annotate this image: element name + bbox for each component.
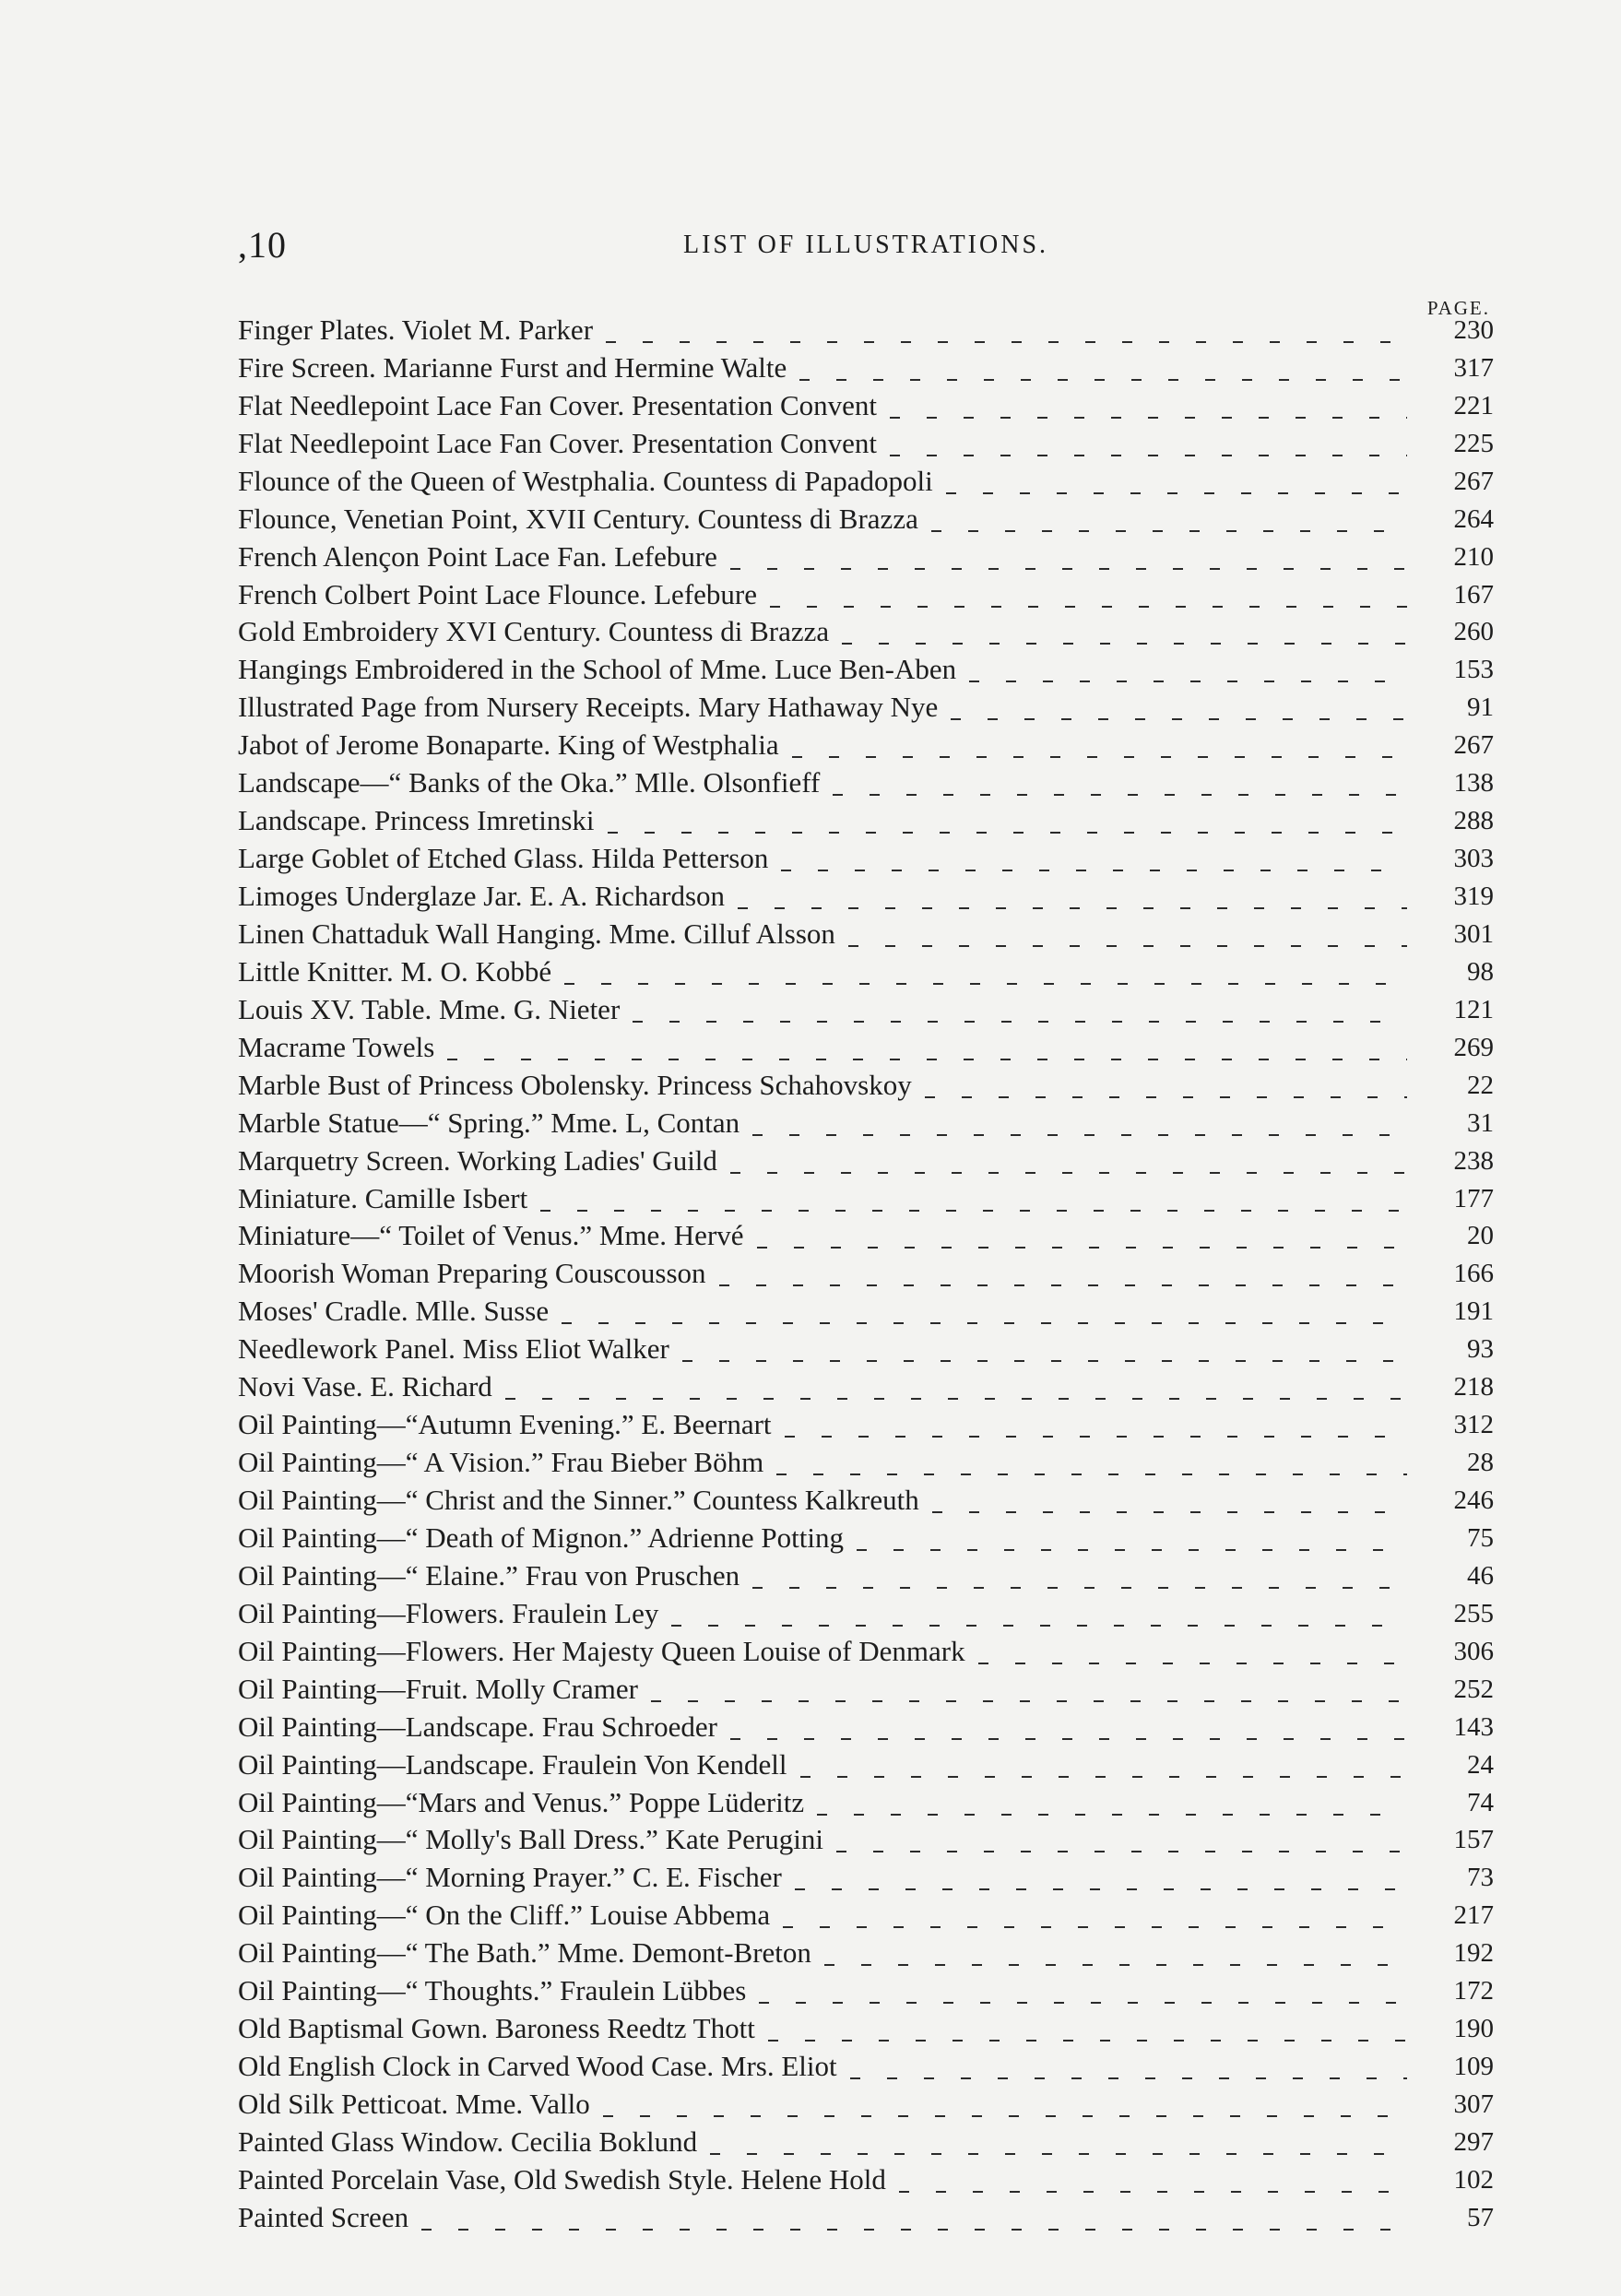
entry-title: Old Silk Petticoat. Mme. Vallo [238, 2088, 590, 2120]
entry-page-number: 246 [1453, 1485, 1494, 1515]
entry-page-number: 166 [1453, 1259, 1494, 1289]
dot-leader [776, 1461, 1407, 1475]
entry-page-number: 98 [1467, 956, 1494, 987]
list-item [238, 915, 1494, 953]
list-item [238, 877, 1494, 915]
dot-leader [651, 1687, 1407, 1702]
dot-leader [540, 1197, 1407, 1212]
dot-leader [730, 1725, 1407, 1740]
entry-page-number: 260 [1453, 617, 1494, 647]
dot-leader [978, 1650, 1407, 1664]
entry-title: Oil Painting—“ The Bath.” Mme. Demont-Breton [238, 1936, 811, 1970]
dot-leader [842, 630, 1407, 645]
entry-page-number: 267 [1453, 730, 1494, 761]
entry-page-number: 317 [1453, 352, 1494, 383]
entry-page-number: 267 [1453, 466, 1494, 496]
entry-page-number: 172 [1453, 1976, 1494, 2006]
dot-leader [757, 1234, 1407, 1249]
entry-page-number: 221 [1453, 390, 1494, 420]
dot-leader [781, 857, 1407, 871]
entry-page-number: 297 [1453, 2126, 1494, 2157]
entry-title: Marble Bust of Princess Obolensky. Princess Schahovskoy [238, 1068, 912, 1101]
list-item [238, 2085, 1494, 2123]
list-item [238, 1292, 1494, 1330]
list-item [238, 1821, 1494, 1859]
list-item [238, 1670, 1494, 1708]
entry-page-number: 143 [1453, 1711, 1494, 1742]
dot-leader [792, 743, 1407, 758]
dot-leader [682, 1347, 1407, 1362]
entry-title: Oil Painting—“Mars and Venus.” Poppe Lüderitz [238, 1785, 805, 1818]
entry-page-number: 306 [1453, 1636, 1494, 1666]
entry-title: Oil Painting—“ Christ and the Sinner.” Countess Kalkreuth [238, 1484, 919, 1516]
page-number: ,10 [238, 224, 287, 266]
dot-leader [946, 479, 1407, 494]
entry-page-number: 307 [1453, 2089, 1494, 2119]
list-item [238, 1556, 1494, 1594]
dot-leader [848, 932, 1407, 947]
entry-title: Oil Painting—Landscape. Fraulein Von Kendell [238, 1747, 787, 1781]
entry-title: Finger Plates. Violet M. Parker [238, 313, 594, 346]
entry-title: Painted Glass Window. Cecilia Boklund [238, 2124, 698, 2158]
dot-leader [633, 1008, 1407, 1023]
list-item [238, 1746, 1494, 1783]
list-item [238, 2160, 1494, 2198]
entry-title: Miniature—“ Toilet of Venus.” Mme. Hervé [238, 1219, 744, 1252]
entry-title: Oil Painting—“ Thoughts.” Fraulein Lübbes [238, 1974, 747, 2007]
entry-title: Oil Painting—Flowers. Her Majesty Queen Louise of Denmark [238, 1634, 965, 1667]
entry-title: Oil Painting—“ Death of Mignon.” Adrienne Potting [238, 1521, 844, 1554]
entry-page-number: 264 [1453, 503, 1494, 534]
entry-title: Oil Painting—Landscape. Frau Schroeder [238, 1710, 717, 1743]
list-item [238, 650, 1494, 688]
list-item [238, 1934, 1494, 1971]
dot-leader [752, 1121, 1407, 1136]
dot-leader [833, 781, 1407, 796]
entry-page-number: 190 [1453, 2014, 1494, 2044]
entry-page-number: 269 [1453, 1032, 1494, 1062]
list-item [238, 1142, 1494, 1179]
list-item [238, 2198, 1494, 2236]
entry-page-number: 312 [1453, 1410, 1494, 1440]
entry-page-number: 31 [1467, 1107, 1494, 1138]
list-item [238, 386, 1494, 424]
dot-leader [836, 1838, 1407, 1852]
dot-leader [783, 1913, 1407, 1928]
entry-page-number: 255 [1453, 1598, 1494, 1628]
entry-page-number: 20 [1467, 1221, 1494, 1251]
entry-title: French Colbert Point Lace Flounce. Lefebure [238, 577, 757, 610]
entry-page-number: 303 [1453, 844, 1494, 874]
dot-leader [759, 1989, 1407, 2004]
list-item [238, 2047, 1494, 2085]
dot-leader [800, 1763, 1407, 1778]
list-item [238, 349, 1494, 386]
dot-leader [671, 1612, 1407, 1627]
list-item [238, 1858, 1494, 1896]
list-item [238, 613, 1494, 651]
entry-title: Oil Painting—“ Elaine.” Frau von Pruschen [238, 1558, 740, 1592]
list-item [238, 2009, 1494, 2047]
dot-leader [505, 1385, 1407, 1400]
entry-page-number: 301 [1453, 918, 1494, 949]
entry-page-number: 252 [1453, 1674, 1494, 1704]
entry-page-number: 22 [1467, 1070, 1494, 1100]
entry-page-number: 153 [1453, 655, 1494, 685]
dot-leader [562, 1309, 1407, 1324]
entry-page-number: 192 [1453, 1938, 1494, 1969]
list-item [238, 1367, 1494, 1405]
entry-title: Jabot of Jerome Bonaparte. King of Westphalia [238, 728, 779, 762]
entry-title: Moses' Cradle. Mlle. Susse [238, 1295, 550, 1328]
dot-leader [752, 1574, 1407, 1589]
list-item [238, 801, 1494, 839]
list-item [238, 1594, 1494, 1632]
dot-leader [925, 1083, 1407, 1098]
list-item [238, 1066, 1494, 1104]
page-header [238, 223, 1494, 269]
entry-page-number: 167 [1453, 579, 1494, 610]
list-item [238, 1179, 1494, 1217]
entry-page-number: 24 [1467, 1749, 1494, 1780]
dot-leader [795, 1876, 1407, 1890]
entry-page-number: 230 [1453, 314, 1494, 345]
list-item [238, 953, 1494, 990]
entry-title: Oil Painting—Flowers. Fraulein Ley [238, 1596, 659, 1629]
entry-page-number: 75 [1467, 1522, 1494, 1553]
entry-title: Limoges Underglaze Jar. E. A. Richardson [238, 880, 726, 912]
list-item [238, 1896, 1494, 1934]
dot-leader [738, 894, 1407, 909]
list-item [238, 1104, 1494, 1142]
dot-leader [824, 1951, 1407, 1966]
dot-leader [890, 404, 1407, 419]
list-item [238, 462, 1494, 500]
list-item [238, 1632, 1494, 1670]
entry-page-number: 210 [1453, 541, 1494, 572]
entry-page-number: 157 [1453, 1825, 1494, 1855]
dot-leader [931, 517, 1407, 532]
entry-page-number: 57 [1467, 2202, 1494, 2232]
entry-page-number: 121 [1453, 994, 1494, 1024]
list-item [238, 1217, 1494, 1255]
entry-title: Landscape. Princess Imretinski [238, 804, 595, 837]
entry-title: Large Goblet of Etched Glass. Hilda Petterson [238, 842, 769, 875]
entry-title: Landscape—“ Banks of the Oka.” Mlle. Olsonfieff [238, 766, 821, 799]
entry-title: Macrame Towels [238, 1030, 435, 1063]
entry-page-number: 319 [1453, 882, 1494, 911]
list-item [238, 1443, 1494, 1481]
entry-title: Painted Screen [238, 2200, 409, 2233]
dot-leader [710, 2140, 1407, 2155]
entry-title: Needlework Panel. Miss Eliot Walker [238, 1332, 669, 1366]
entry-title: Oil Painting—“ On the Cliff.” Louise Abbema [238, 1899, 771, 1932]
dot-leader [421, 2216, 1407, 2231]
entry-page-number: 191 [1453, 1296, 1494, 1327]
list-item [238, 1028, 1494, 1066]
dot-leader [857, 1536, 1407, 1551]
entry-page-number: 177 [1453, 1183, 1494, 1213]
entry-title: Flat Needlepoint Lace Fan Cover. Presentation Convent [238, 388, 878, 421]
entry-page-number: 225 [1453, 428, 1494, 458]
list-item [238, 688, 1494, 726]
entry-page-number: 46 [1467, 1560, 1494, 1591]
list-item [238, 1519, 1494, 1556]
entry-page-number: 109 [1453, 2052, 1494, 2082]
dot-leader [899, 2178, 1407, 2193]
dot-leader [608, 819, 1407, 834]
entry-page-number: 91 [1467, 692, 1494, 723]
entry-title: Miniature. Camille Isbert [238, 1181, 528, 1214]
list-item [238, 1971, 1494, 2009]
dot-leader [969, 668, 1407, 682]
entry-title: Oil Painting—“ A Vision.” Frau Bieber Böhm [238, 1446, 764, 1479]
entry-title: Marble Statue—“ Spring.” Mme. L, Contan [238, 1106, 740, 1139]
running-title: LIST OF ILLUSTRATIONS. [682, 231, 1049, 259]
list-item [238, 1254, 1494, 1292]
entry-page-number: 93 [1467, 1334, 1494, 1365]
list-item [238, 990, 1494, 1028]
list-item [238, 1783, 1494, 1821]
illustration-list [238, 311, 1494, 2236]
list-item [238, 500, 1494, 538]
entry-title: Old Baptismal Gown. Baroness Reedtz Thott [238, 2012, 755, 2045]
list-item [238, 424, 1494, 462]
dot-leader [719, 1272, 1407, 1286]
entry-page-number: 28 [1467, 1448, 1494, 1478]
list-item [238, 763, 1494, 801]
entry-title: Novi Vase. E. Richard [238, 1370, 492, 1403]
entry-page-number: 73 [1467, 1863, 1494, 1893]
entry-page-number: 238 [1453, 1145, 1494, 1176]
entry-title: Flounce of the Queen of Westphalia. Countess di Papadopoli [238, 464, 933, 497]
list-item [238, 1405, 1494, 1443]
entry-title: Oil Painting—“Autumn Evening.” E. Beernart [238, 1408, 772, 1441]
entry-title: Moorish Woman Preparing Couscousson [238, 1257, 706, 1290]
entry-title: Oil Painting—“ Molly's Ball Dress.” Kate Perugini [238, 1823, 823, 1856]
entry-title: Flounce, Venetian Point, XVII Century. Countess di Brazza [238, 502, 918, 535]
entry-title: Flat Needlepoint Lace Fan Cover. Presentation Convent [238, 426, 878, 459]
page-column-label: PAGE. [1426, 297, 1490, 319]
list-item [238, 1708, 1494, 1746]
dot-leader [785, 1423, 1407, 1438]
dot-leader [932, 1498, 1407, 1513]
entry-page-number: 102 [1453, 2164, 1494, 2195]
list-item [238, 839, 1494, 877]
entry-title: Little Knitter. M. O. Kobbé [238, 954, 552, 988]
entry-title: Oil Painting—“ Morning Prayer.” C. E. Fischer [238, 1861, 782, 1894]
dot-leader [603, 2102, 1407, 2117]
entry-title: Fire Screen. Marianne Furst and Hermine Walte [238, 350, 787, 384]
entry-title: Oil Painting—Fruit. Molly Cramer [238, 1672, 638, 1705]
dot-leader [768, 2027, 1407, 2042]
entry-page-number: 218 [1453, 1372, 1494, 1402]
entry-title: Linen Chattaduk Wall Hanging. Mme. Cilluf Alsson [238, 917, 835, 950]
list-item [238, 726, 1494, 763]
entry-title: Old English Clock in Carved Wood Case. Mrs. Eliot [238, 2050, 837, 2083]
dot-leader [890, 442, 1407, 456]
list-item [238, 2123, 1494, 2160]
dot-leader [817, 1801, 1407, 1816]
entry-title: French Alençon Point Lace Fan. Lefebure [238, 539, 717, 573]
dot-leader [447, 1046, 1407, 1060]
dot-leader [799, 366, 1407, 381]
list-item [238, 1330, 1494, 1367]
entry-title: Illustrated Page from Nursery Receipts. Mary Hathaway Nye [238, 691, 939, 724]
entry-page-number: 138 [1453, 768, 1494, 799]
dot-leader [951, 705, 1407, 720]
dot-leader [606, 328, 1407, 343]
list-item [238, 575, 1494, 613]
list-item [238, 1481, 1494, 1519]
entry-title: Hangings Embroidered in the School of Mme. Luce Ben-Aben [238, 653, 957, 686]
entry-title: Painted Porcelain Vase, Old Swedish Style. Helene Hold [238, 2162, 886, 2195]
dot-leader [770, 593, 1407, 608]
list-item [238, 311, 1494, 349]
entry-title: Louis XV. Table. Mme. G. Nieter [238, 992, 621, 1025]
dot-leader [730, 1159, 1407, 1174]
entry-page-number: 74 [1467, 1787, 1494, 1817]
list-item [238, 538, 1494, 575]
entry-page-number: 288 [1453, 806, 1494, 836]
dot-leader [850, 2065, 1407, 2079]
dot-leader [564, 970, 1407, 985]
entry-page-number: 217 [1453, 1900, 1494, 1931]
dot-leader [730, 555, 1407, 570]
entry-title: Marquetry Screen. Working Ladies' Guild [238, 1143, 717, 1177]
entry-title: Gold Embroidery XVI Century. Countess di Brazza [238, 615, 830, 648]
